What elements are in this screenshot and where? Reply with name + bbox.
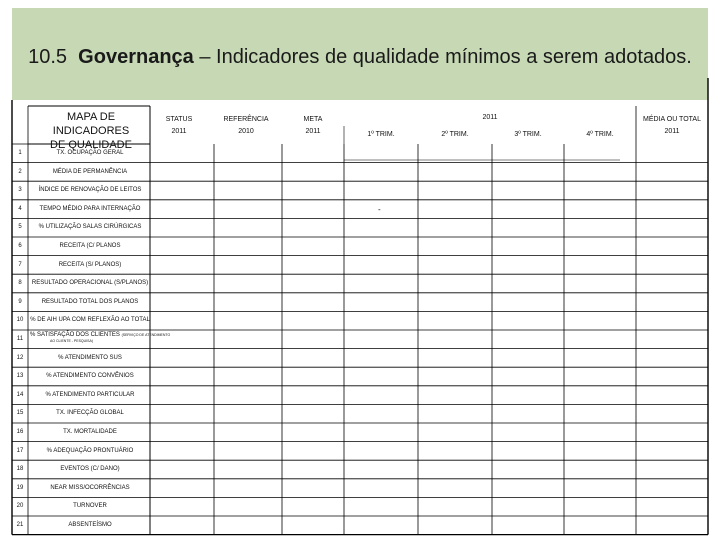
row-label: EVENTOS (C/ DANO) — [60, 466, 120, 473]
q3-header: 3º TRIM. — [514, 131, 542, 138]
row-label: TURNOVER — [73, 503, 107, 510]
row-label: RECEITA (C/ PLANOS — [59, 243, 121, 249]
q2-header: 2º TRIM. — [441, 131, 469, 138]
row-label: MÉDIA DE PERMANÊNCIA — [52, 168, 128, 175]
row-label: RESULTADO OPERACIONAL (S/PLANOS) — [31, 280, 149, 287]
status-header: STATUS 2011 — [165, 116, 193, 135]
row-label: ABSENTEÍSMO — [68, 522, 112, 528]
row-number: 12 — [16, 354, 24, 361]
row-label: % UTILIZAÇÃO SALAS CIRÚRGICAS — [38, 224, 142, 231]
row-label: ÍNDICE DE RENOVAÇÃO DE LEITOS — [38, 187, 142, 194]
row-number: 18 — [16, 466, 24, 473]
row-number: 11 — [16, 336, 24, 342]
row-label: % ATENDIMENTO PARTICULAR — [45, 391, 135, 398]
section-number: 10.5 — [28, 46, 68, 68]
row-number: 10 — [16, 317, 24, 324]
row-number: 3 — [18, 187, 22, 194]
row-label: TX. INFECÇÃO GLOBAL — [56, 410, 124, 417]
row-number: 21 — [16, 522, 24, 528]
row-number: 5 — [18, 224, 22, 231]
title-rest: – Indicadores de qualidade mínimos a serem adotados. — [199, 46, 692, 68]
row-number: 19 — [16, 484, 24, 491]
row-label: RECEITA (S/ PLANOS) — [58, 261, 122, 268]
row-label: RESULTADO TOTAL DOS PLANOS — [41, 298, 139, 305]
stray-mark: - — [378, 205, 381, 214]
row-label: TX. MORTALIDADE — [63, 429, 117, 435]
q1-header: 1º TRIM. — [367, 131, 395, 138]
row-number: 16 — [16, 429, 24, 435]
year-header: 2011 — [482, 114, 498, 121]
row-number: 6 — [18, 243, 22, 249]
row-number: 8 — [18, 280, 22, 287]
row-number: 20 — [16, 503, 24, 510]
row-label: % ATENDIMENTO CONVÊNIOS — [46, 373, 134, 380]
row-label: % ATENDIMENTO SUS — [58, 354, 122, 361]
row-number: 17 — [16, 447, 24, 454]
map-title-line1: MAPA DE INDICADORES — [52, 111, 130, 137]
row-label: TX. OCUPAÇÃO GERAL — [56, 150, 124, 156]
row-label-sub: (SERVIÇO DE ATENDIMENTO — [121, 333, 171, 337]
average-header: MÉDIA OU TOTAL 2011 — [643, 116, 701, 135]
row-label-sub: AO CLIENTE - PESQUISA) — [50, 339, 93, 343]
row-label: NEAR MISS/OCORRÊNCIAS — [50, 484, 130, 491]
map-title-line2: DE QUALIDADE — [50, 139, 132, 151]
row-label: % ADEQUAÇÃO PRONTUÁRIO — [46, 447, 134, 454]
row-label: % DE AIH UPA COM REFLEXÃO AO TOTAL — [30, 317, 150, 324]
row-number: 1 — [18, 150, 22, 156]
row-number: 4 — [18, 205, 22, 212]
reference-header: REFERÊNCIA 2010 — [223, 116, 269, 135]
row-number: 2 — [18, 168, 22, 175]
row-number: 15 — [16, 410, 24, 417]
row-number: 13 — [16, 373, 24, 380]
q4-header: 4º TRIM. — [586, 131, 614, 138]
row-label-main: % SATISFAÇÃO DOS CLIENTES — [30, 332, 120, 338]
row-number: 7 — [18, 261, 22, 268]
row-number: 9 — [18, 298, 22, 305]
row-label — [30, 332, 171, 344]
map-title — [28, 110, 154, 152]
row-label: TEMPO MÉDIO PARA INTERNAÇÃO — [39, 205, 141, 212]
title-bold: Governança — [78, 46, 194, 68]
row-number: 14 — [16, 391, 24, 398]
meta-header: META 2011 — [303, 116, 323, 135]
